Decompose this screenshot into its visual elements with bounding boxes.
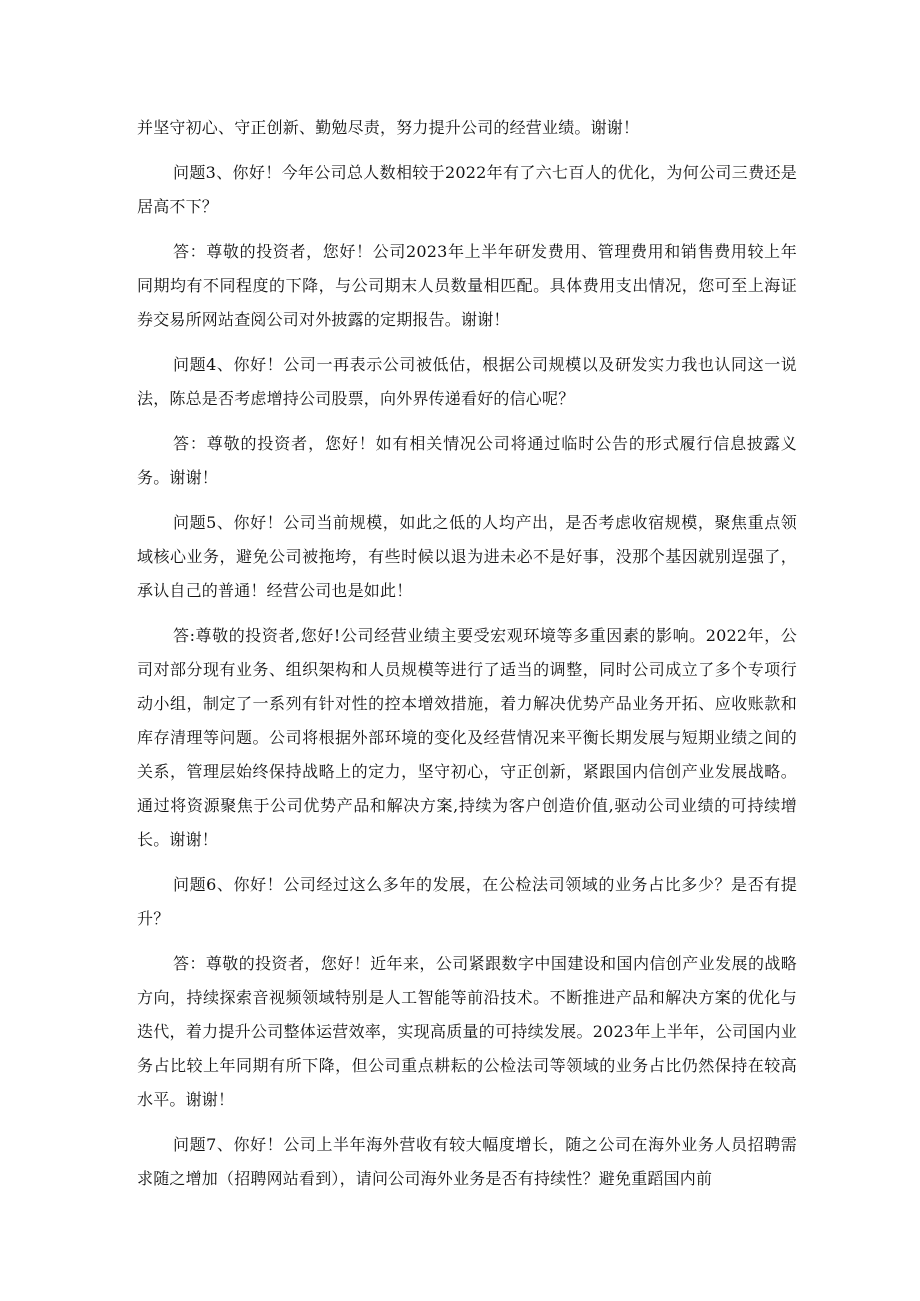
- paragraph-continuation: 并坚守初心、守正创新、勤勉尽责，努力提升公司的经营业绩。谢谢！: [137, 118, 640, 137]
- document-body: [137, 111, 797, 1207]
- question-3: 问题3、你好！今年公司总人数相较于2022年有了六七百人的优化，为何公司三费还是居高不下？: [137, 163, 797, 216]
- answer-3: 答：尊敬的投资者，您好！公司2023年上半年研发费用、管理费用和销售费用较上年同期均有不同程度的下降，与公司期末人员数量相匹配。具体费用支出情况，您可至上海证券交易所网站查阅公司对外披露的定期报告。谢谢！: [137, 242, 797, 329]
- answer-5: 答:尊敬的投资者,您好!公司经营业绩主要受宏观环境等多重因素的影响。2022年，公司对部分现有业务、组织架构和人员规模等进行了适当的调整，同时公司成立了多个专项行动小组，制定了一系列有针对性的控本增效措施，着力解决优势产品业务开拓、应收账款和库存清理等问题。公司将根据外部环境的变化及经营情况来平衡长期发展与短期业绩之间的关系，管理层始终保持战略上的定力，坚守初心，守正创新，紧跟国内信创产业发展战略。通过将资源聚焦于公司优势产品和解决方案,持续为客户创造价值,驱动公司业绩的可持续增长。谢谢！: [137, 626, 797, 849]
- question-5: 问题5、你好！公司当前规模，如此之低的人均产出，是否考虑收宿规模，聚焦重点领域核心业务，避免公司被拖垮，有些时候以退为进未必不是好事，没那个基因就别逞强了，承认自己的普通！经营公司也是如此！: [137, 513, 797, 600]
- answer-4: 答：尊敬的投资者，您好！如有相关情况公司将通过临时公告的形式履行信息披露义务。谢谢！: [137, 434, 797, 487]
- question-4: 问题4、你好！公司一再表示公司被低估，根据公司规模以及研发实力我也认同这一说法，陈总是否考虑增持公司股票，向外界传递看好的信心呢？: [137, 355, 797, 408]
- question-6: 问题6、你好！公司经过这么多年的发展，在公检法司领域的业务占比多少？是否有提升？: [137, 875, 797, 928]
- answer-6: 答：尊敬的投资者，您好！近年来，公司紧跟数字中国建设和国内信创产业发展的战略方向，持续探索音视频领域特别是人工智能等前沿技术。不断推进产品和解决方案的优化与迭代，着力提升公司整体运营效率，实现高质量的可持续发展。2023年上半年，公司国内业务占比较上年同期有所下降，但公司重点耕耘的公检法司等领域的业务占比仍然保持在较高水平。谢谢！: [137, 954, 797, 1109]
- question-7: 问题7、你好！公司上半年海外营收有较大幅度增长，随之公司在海外业务人员招聘需求随之增加（招聘网站看到），请问公司海外业务是否有持续性？避免重蹈国内前: [137, 1135, 797, 1188]
